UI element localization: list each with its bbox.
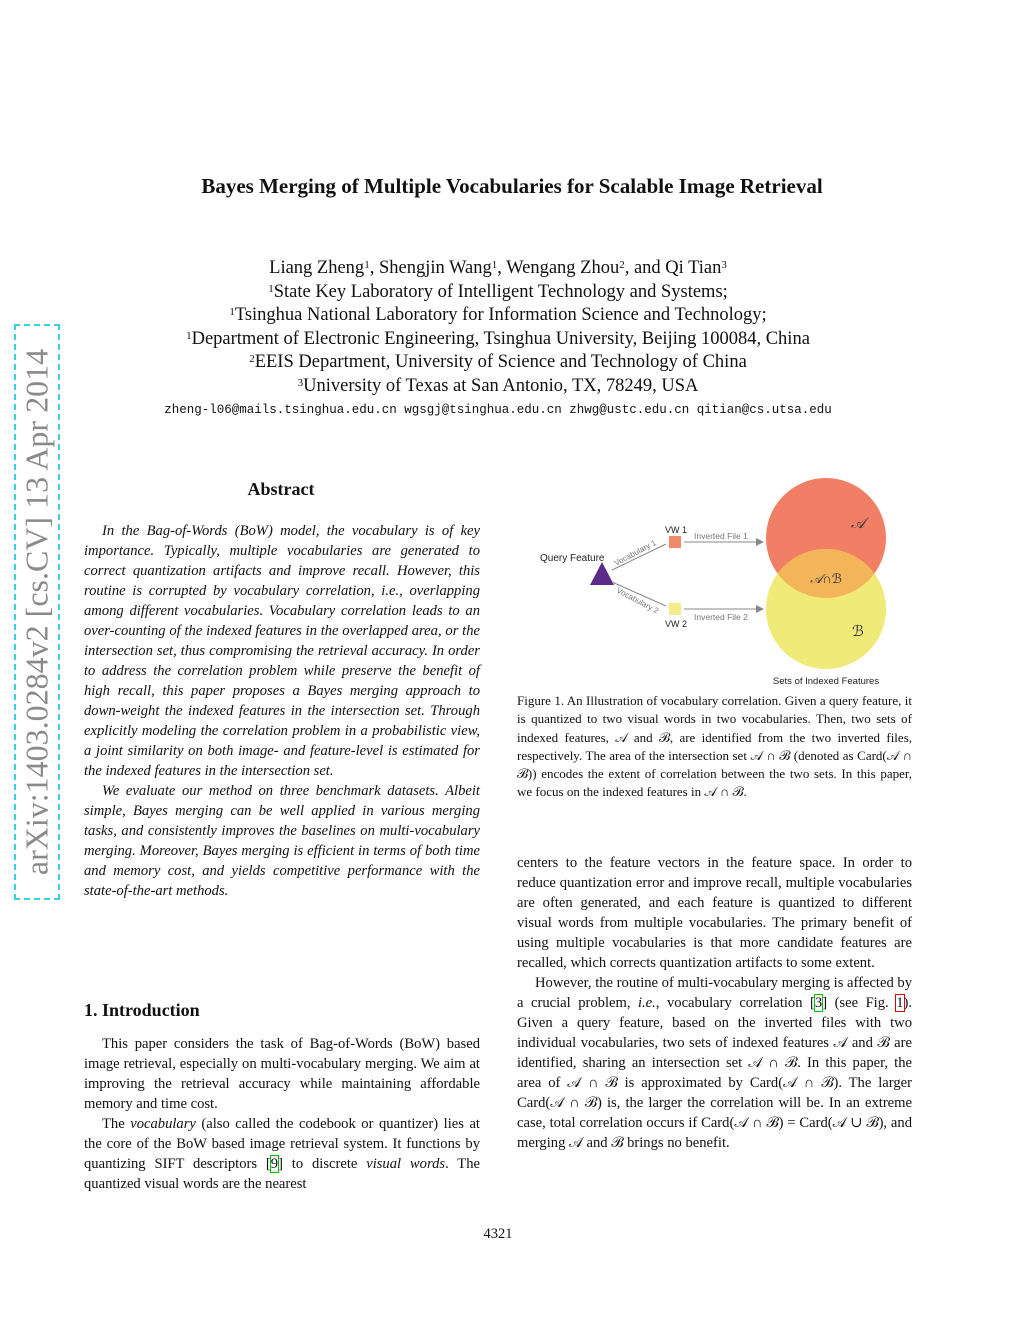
affiliation: $^1$Department of Electronic Engineering, Tsinghua University, Beijing 100084, China <box>186 328 810 349</box>
inverted-file-1-label: Inverted File 1 <box>694 531 748 541</box>
author-name: Wengang Zhou <box>506 258 620 278</box>
author-names: Liang Zheng$^1$, Shengjin Wang$^1$, Wengang Zhou$^2$, and Qi Tian$^3$ <box>269 258 727 278</box>
vocabulary-2-label: Vocabulary 2 <box>615 585 661 616</box>
arxiv-stamp-text: arXiv:1403.0284v2 [cs.CV] 13 Apr 2014 <box>18 348 55 876</box>
affiliation: $^1$State Key Laboratory of Intelligent Technology and Systems; <box>268 281 728 302</box>
vw1-label: VW 1 <box>665 525 688 535</box>
paper-title: Bayes Merging of Multiple Vocabularies for Scalable Image Retrieval <box>201 174 823 198</box>
citation-link[interactable]: 9 <box>270 1156 279 1172</box>
body-paragraph: However, the routine of multi-vocabulary merging is affected by a crucial problem, i.e., vocabulary correlation [3] (see Fig. 1). Given a query feature, based on the inverted files with two individual vocabularies, two sets of indexed features 𝒜 and ℬ are identified, sharing an intersection set 𝒜 ∩ ℬ. In this paper, the area of 𝒜 ∩ ℬ is approximated by Card(𝒜 ∩ ℬ). The larger Card(𝒜 ∩ ℬ) is, the larger the correlation will be. In an extreme case, total correlation occurs if Card(𝒜 ∩ ℬ) = Card(𝒜 ∪ ℬ), and merging 𝒜 and ℬ brings no benefit. <box>517 975 913 1151</box>
affiliation: $^1$Tsinghua National Laboratory for Information Science and Technology; <box>229 305 767 325</box>
set-b-label: ℬ <box>852 623 864 640</box>
section-heading-introduction: 1. Introduction <box>84 1000 200 1020</box>
figure-link[interactable]: 1 <box>896 995 904 1011</box>
intro-body <box>84 1034 480 1194</box>
inverted-file-2-label: Inverted File 2 <box>694 612 748 622</box>
abstract-heading: Abstract <box>247 479 315 499</box>
figure-caption: Figure 1. An Illustration of vocabulary correlation. Given a query feature, it is quantized to two visual words in two vocabularies. Then, two sets of indexed features, 𝒜 and ℬ, are identified from the two inverted files, respectively. The area of the intersection set 𝒜 ∩ ℬ (denoted as Card(𝒜 ∩ ℬ)) encodes the extent of correlation between the two sets. In this paper, we focus on the indexed features in 𝒜 ∩ ℬ. <box>517 693 912 800</box>
citation-link[interactable]: 3 <box>814 995 823 1011</box>
right-column-body <box>517 853 912 1153</box>
author-name: Qi Tian <box>665 258 722 278</box>
author-name: Liang Zheng <box>269 258 365 278</box>
vocabulary-1-label: Vocabulary 1 <box>612 538 658 568</box>
query-feature-label: Query Feature <box>540 553 605 564</box>
set-ab-label: 𝒜∩ℬ <box>810 571 842 586</box>
sets-of-indexed-features-label: Sets of Indexed Features <box>772 676 880 687</box>
query-feature-triangle <box>590 562 614 585</box>
visual-word-1 <box>669 536 681 548</box>
set-a-label: 𝒜 <box>850 515 866 532</box>
abstract-paragraph: In the Bag-of-Words (BoW) model, the vocabulary is of key importance. Typically, multiple vocabularies are generated to correct quantization artifacts and improve recall. However, this routine is corrupted by vocabulary correlation, i.e., overlapping among different vocabularies. Vocabulary correlation leads to an over-counting of the indexed features in the overlapped area, or the intersection set, thus compromising the retrieval accuracy. In order to address the correlation problem while preserve the benefit of high recall, this paper proposes a Bayes merging approach to down-weight the indexed features in the intersection set. Through explicitly modeling the correlation problem in a probabilistic view, a joint similarity on both image- and feature-level is estimated for the indexed features in the intersection set. <box>84 523 480 779</box>
abstract-paragraph: We evaluate our method on three benchmark datasets. Albeit simple, Bayes merging can be well applied in various merging tasks, and consistently improves the baselines on multi-vocabulary merging. Moreover, Bayes merging is efficient in terms of both time and memory cost, and yields competitive performance with the state-of-the-art methods. <box>84 783 480 899</box>
author-block <box>0 257 996 398</box>
affiliation: $^3$University of Texas at San Antonio, TX, 78249, USA <box>297 375 699 396</box>
abstract-body <box>84 521 480 901</box>
visual-word-2 <box>669 603 681 615</box>
body-paragraph: centers to the feature vectors in the feature space. In order to reduce quantization error and improve recall, multiple vocabularies are often generated, and each feature is quantized to different visual words from multiple vocabularies. The primary benefit of using multiple vocabularies is that more candidate features are recalled, which corrects quantization artifacts to some extent. <box>517 855 912 971</box>
intro-paragraph: The vocabulary (also called the codebook or quantizer) lies at the core of the BoW based image retrieval system. It functions by quantizing SIFT descriptors [9] to discrete visual words. The quantized visual words are the nearest <box>84 1116 480 1192</box>
figure-vocabulary-correlation <box>520 470 920 690</box>
affiliation: $^2$EEIS Department, University of Science and Technology of China <box>249 352 747 372</box>
page-number: 4321 <box>483 1226 513 1242</box>
vw2-label: VW 2 <box>665 619 688 629</box>
author-name: Shengjin Wang <box>378 258 492 278</box>
intro-paragraph: This paper considers the task of Bag-of-Words (BoW) based image retrieval, especially on multi-vocabulary merging. We aim at improving the retrieval accuracy while maintaining affordable memory and time cost. <box>84 1036 480 1112</box>
author-emails: zheng-l06@mails.tsinghua.edu.cn wgsgj@tsinghua.edu.cn zhwg@ustc.edu.cn qitian@cs.utsa.edu <box>164 403 832 417</box>
